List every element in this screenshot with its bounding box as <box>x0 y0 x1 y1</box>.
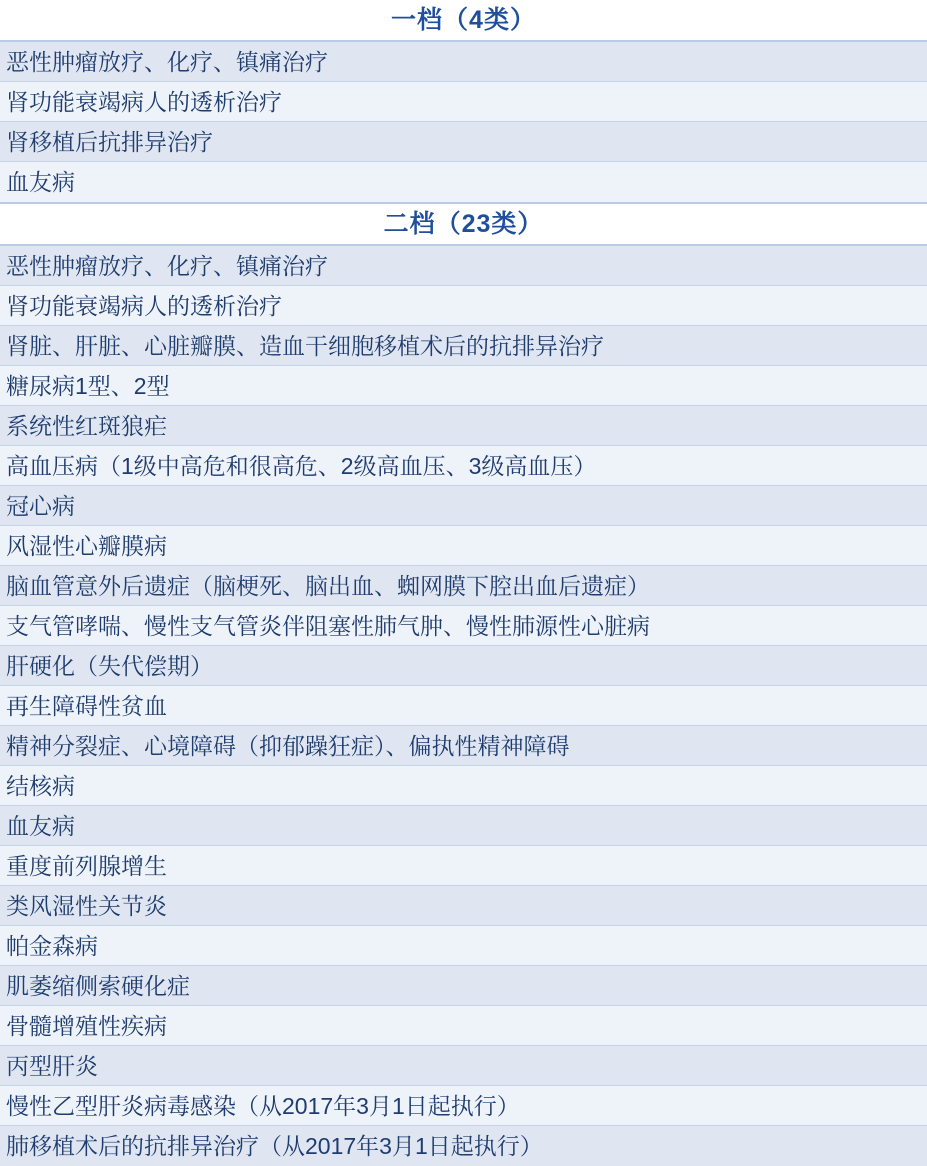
table-row: 高血压病（1级中高危和很高危、2级高血压、3级高血压） <box>0 446 927 486</box>
table-row: 肺移植术后的抗排异治疗（从2017年3月1日起执行） <box>0 1126 927 1166</box>
table-row: 风湿性心瓣膜病 <box>0 526 927 566</box>
table-row: 血友病 <box>0 162 927 202</box>
table-row: 肝硬化（失代偿期） <box>0 646 927 686</box>
table-row: 肾移植后抗排异治疗 <box>0 122 927 162</box>
table-row: 丙型肝炎 <box>0 1046 927 1086</box>
table-row: 肌萎缩侧索硬化症 <box>0 966 927 1006</box>
table-row: 支气管哮喘、慢性支气管炎伴阻塞性肺气肿、慢性肺源性心脏病 <box>0 606 927 646</box>
table-row: 精神分裂症、心境障碍（抑郁躁狂症）、偏执性精神障碍 <box>0 726 927 766</box>
table-row: 系统性红斑狼疟 <box>0 406 927 446</box>
table-row: 冠心病 <box>0 486 927 526</box>
table-row: 帕金森病 <box>0 926 927 966</box>
table-row: 糖尿病1型、2型 <box>0 366 927 406</box>
table-row: 再生障碍性贫血 <box>0 686 927 726</box>
table-row: 恶性肿瘤放疗、化疗、镇痛治疗 <box>0 42 927 82</box>
table-row: 结核病 <box>0 766 927 806</box>
table-row: 慢性乙型肝炎病毒感染（从2017年3月1日起执行） <box>0 1086 927 1126</box>
section-header-tier-two: 二档（23类） <box>0 202 927 246</box>
table-row: 肾功能衰竭病人的透析治疗 <box>0 286 927 326</box>
table-row: 血友病 <box>0 806 927 846</box>
section-header-tier-one: 一档（4类） <box>0 0 927 42</box>
table-row: 类风湿性关节炎 <box>0 886 927 926</box>
table-row: 肾脏、肝脏、心脏瓣膜、造血干细胞移植术后的抗排异治疗 <box>0 326 927 366</box>
table-row: 恶性肿瘤放疗、化疗、镇痛治疗 <box>0 246 927 286</box>
table-row: 重度前列腺增生 <box>0 846 927 886</box>
table-row: 脑血管意外后遗症（脑梗死、脑出血、蜘网膜下腔出血后遗症） <box>0 566 927 606</box>
table-row: 肾功能衰竭病人的透析治疗 <box>0 82 927 122</box>
table-row: 骨髓增殖性疾病 <box>0 1006 927 1046</box>
